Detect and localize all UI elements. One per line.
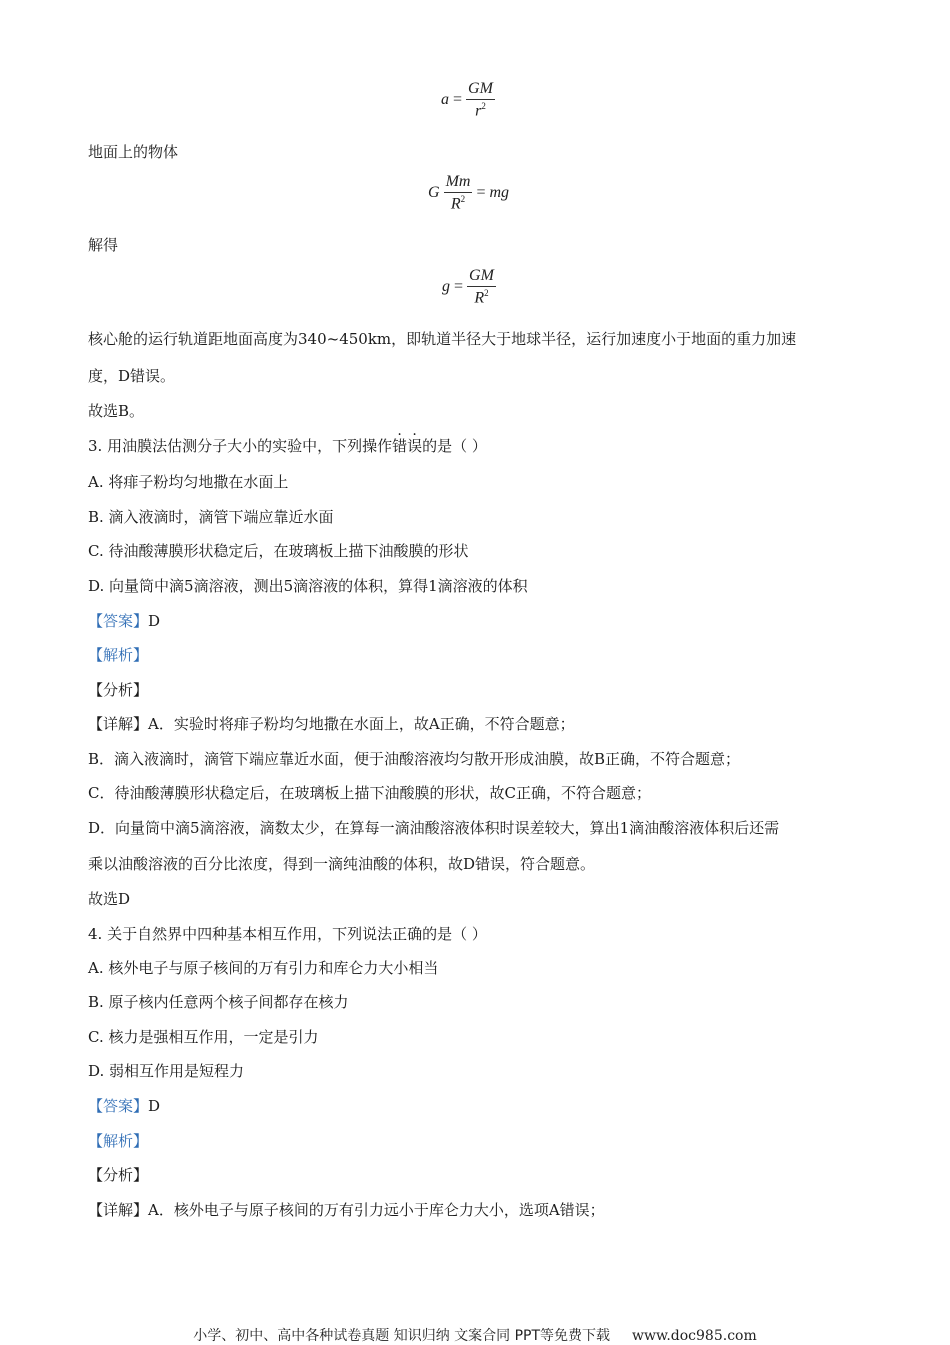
q3-detail-d-1: D．向量筒中滴5滴溶液，滴数太少，在算每一滴油酸溶液体积时误差较大，算出1滴油酸溶液体积后还需 <box>88 819 780 837</box>
q3-option-c: C. 待油酸薄膜形状稳定后，在玻璃板上描下油酸膜的形状 <box>88 542 469 560</box>
q4-option-d: D. 弱相互作用是短程力 <box>88 1062 245 1080</box>
core-module-line-2: 度，D错误。 <box>88 367 176 385</box>
solve-label: 解得 <box>88 236 119 254</box>
q3-detail-b: B．滴入液滴时，滴管下端应靠近水面，便于油酸溶液均匀散开形成油膜，故B正确，不符合题意； <box>88 750 741 768</box>
footer-site-link[interactable]: www.doc985.com <box>632 1328 757 1344</box>
page-footer <box>0 1325 950 1345</box>
q4-fenxi-heading: 【分析】 <box>88 1166 149 1184</box>
q3-detail-d-2: 乘以油酸溶液的百分比浓度，得到一滴纯油酸的体积，故D错误，符合题意。 <box>88 855 596 873</box>
q3-option-a: A. 将痱子粉均匀地撒在水面上 <box>88 473 289 491</box>
q3-answer: 【答案】D <box>88 612 161 630</box>
q3-choose: 故选D <box>88 890 131 908</box>
choose-b: 故选B。 <box>88 402 145 420</box>
ground-object-label: 地面上的物体 <box>88 143 179 161</box>
equation-acceleration: a = $\frac{GM}{r^2}$ <box>441 80 493 120</box>
footer-text: 小学、初中、高中各种试卷真题 知识归纳 文案合同 PPT等免费下载 <box>193 1328 611 1344</box>
q3-detail-a: 【详解】A．实验时将痱子粉均匀地撒在水面上，故A正确，不符合题意； <box>88 715 575 733</box>
q4-analysis-heading: 【解析】 <box>88 1132 149 1150</box>
q4-option-c: C. 核力是强相互作用，一定是引力 <box>88 1028 319 1046</box>
q3-stem: 3. 用油膜法估测分子大小的实验中，下列操作错误的是（ ） <box>88 437 487 455</box>
core-module-line-1: 核心舱的运行轨道距地面高度为340~450km，即轨道半径大于地球半径，运行加速度小于地面的重力加速 <box>88 330 797 348</box>
q3-option-d: D. 向量筒中滴5滴溶液，测出5滴溶液的体积，算得1滴溶液的体积 <box>88 577 528 595</box>
q4-answer: 【答案】D <box>88 1097 161 1115</box>
equation-gravity: G $\frac{Mm}{R^2}$ = mg <box>428 173 510 213</box>
q3-fenxi-heading: 【分析】 <box>88 681 149 699</box>
q3-detail-c: C．待油酸薄膜形状稳定后，在玻璃板上描下油酸膜的形状，故C正确，不符合题意； <box>88 784 651 802</box>
q4-option-b: B. 原子核内任意两个核子间都存在核力 <box>88 993 349 1011</box>
q4-detail-a: 【详解】A．核外电子与原子核间的万有引力远小于库仑力大小，选项A错误； <box>88 1201 605 1219</box>
q3-option-b: B. 滴入液滴时，滴管下端应靠近水面 <box>88 508 334 526</box>
q4-stem: 4. 关于自然界中四种基本相互作用，下列说法正确的是（ ） <box>88 925 487 943</box>
q3-analysis-heading: 【解析】 <box>88 646 149 664</box>
q4-option-a: A. 核外电子与原子核间的万有引力和库仑力大小相当 <box>88 959 439 977</box>
equation-g: g = $\frac{GM}{R^2}$ <box>442 267 494 307</box>
